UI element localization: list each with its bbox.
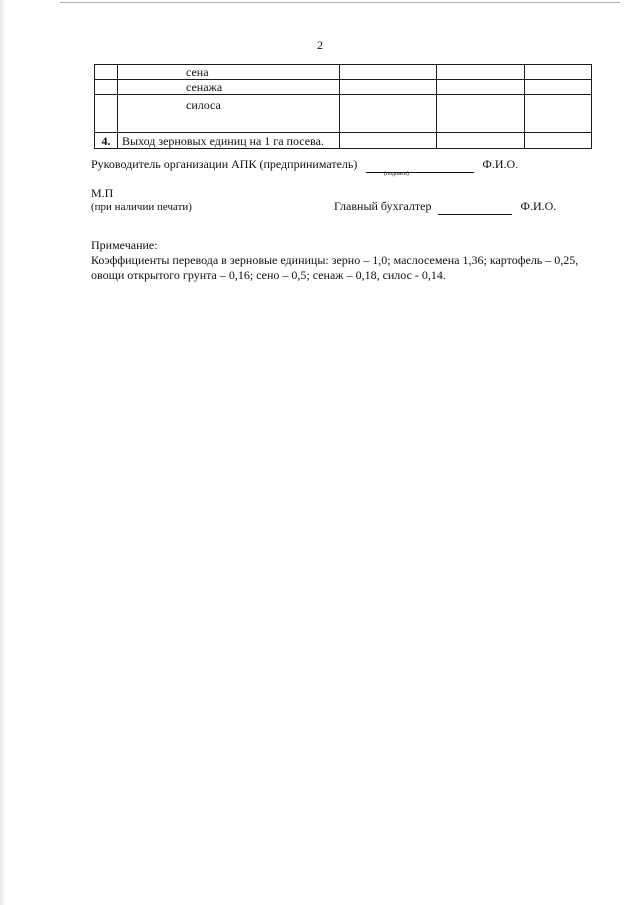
- table-cell-empty: [340, 65, 437, 80]
- table-cell-empty: [340, 95, 437, 133]
- note-title: Примечание:: [91, 238, 158, 252]
- table-cell-name: сенажа: [118, 80, 340, 95]
- table-cell-empty: [340, 80, 437, 95]
- table-cell-number: [95, 95, 118, 133]
- table-row-haylage: [95, 80, 592, 95]
- scan-left-edge: [0, 0, 6, 905]
- table-cell-name: Выход зерновых единиц на 1 га посева.: [118, 133, 340, 149]
- table-row-hay: [95, 65, 592, 80]
- table-cell-empty: [525, 95, 592, 133]
- table-cell-empty: [340, 133, 437, 149]
- stamp-note: (при наличии печати): [91, 201, 192, 213]
- table-cell-number: 4.: [95, 133, 118, 149]
- accountant-fio: Ф.И.О.: [520, 199, 557, 213]
- table-cell-empty: [437, 95, 525, 133]
- table-cell-number: [95, 80, 118, 95]
- accountant-signature-line: [334, 199, 556, 215]
- table-cell-empty: [437, 80, 525, 95]
- head-signature-field: [366, 157, 474, 173]
- table-row-silage: [95, 95, 592, 133]
- head-signature-line: [91, 157, 518, 173]
- signature-caption: (подпись): [384, 171, 409, 177]
- table-cell-number: [95, 65, 118, 80]
- note-section: [91, 238, 611, 283]
- table-cell-empty: [437, 65, 525, 80]
- stamp-label: М.П: [91, 186, 114, 200]
- page-number: 2: [317, 38, 323, 52]
- table-cell-empty: [525, 65, 592, 80]
- table-cell-empty: [525, 133, 592, 149]
- table-cell-name: силоса: [118, 95, 340, 133]
- table-cell-empty: [437, 133, 525, 149]
- table-row-grain-units-yield: [95, 133, 592, 149]
- head-label: Руководитель организации АПК (предприниматель): [91, 157, 358, 171]
- note-text: Коэффициенты перевода в зерновые единицы: зерно – 1,0; маслосемена 1,36; картофель – 0,25, овощи открытого грунта – 0,16; сено – 0,5; сенаж – 0,18, силос - 0,14.: [91, 253, 579, 282]
- scan-top-line: [60, 2, 620, 3]
- table-cell-name: сена: [118, 65, 340, 80]
- crop-yield-table: [94, 64, 592, 149]
- accountant-label: Главный бухгалтер: [334, 199, 432, 213]
- accountant-signature-field: [438, 199, 512, 215]
- table-cell-empty: [525, 80, 592, 95]
- head-fio: Ф.И.О.: [482, 157, 519, 171]
